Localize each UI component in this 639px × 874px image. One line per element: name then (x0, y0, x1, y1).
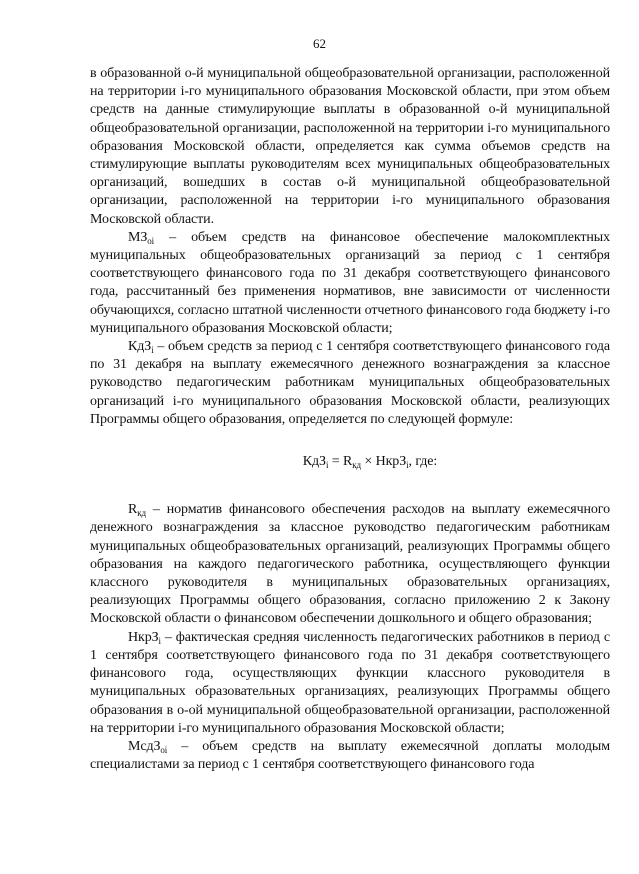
term-mz-subscript: oi (147, 235, 155, 246)
msdz-definition-text: – объем средств на выплату ежемесячной доплаты молодым специалистами за период с 1 сентября соответствующего финансового года (90, 738, 610, 773)
paragraph-msdz-definition (90, 738, 610, 774)
paragraph-mz-definition (90, 229, 610, 338)
term-mz: МЗ (128, 229, 148, 245)
formula-nkrz-subscript: i (406, 460, 409, 471)
paragraph-continuation: в образованной о-й муниципальной общеобразовательной организации, расположенной на территории i-го муниципального образования Московской области, при этом объем средств на данные стимулирующие выплаты в образованной о-й муниципальной общеобразовательной организации, расположенной на территории i-го муниципального образования Московской области, определяется как сумма объемов средств на стимулирующие выплаты руководителям всех муниципальных общеобразовательных организаций, вошедших в состав о-й муниципальной общеобразовательной организации, расположенной на территории i-го муниципального образования Московской области. (90, 66, 610, 227)
term-r-subscript: кд (137, 508, 147, 519)
term-msdz: МсдЗ (128, 738, 161, 754)
document-body (90, 65, 610, 774)
term-msdz-subscript: oi (160, 744, 168, 755)
term-kdz: КдЗ (128, 339, 152, 355)
mz-definition-text: – объем средств на финансовое обеспечение малокомплектных муниципальных общеобразовательных организаций за период с 1 сентября соответствующего финансового года по 31 декабря соответствующего финансового года, рассчитанный без применения нормативов, вне зависимости от численности обучающихся, согласно штатной численности отчетного финансового года бюджету i-го муниципального образования Московской области; (90, 229, 610, 336)
nkrz-definition-text: – фактическая средняя численность педагогических работников в период с 1 сентября соответствующего финансового года по 31 декабря соответствующего финансового года, осуществляющих функции классного руководителя в муниципальных образовательных организациях, реализующих Программы общего образования в о-ой муниципальной общеобразовательной организации, расположенной на территории i-го муниципального образования Московской области; (90, 629, 610, 736)
term-nkrz: НкрЗ (128, 629, 159, 645)
kdz-definition-text: – объем средств за период с 1 сентября соответствующего финансового года по 31 декабря на выплату ежемесячного денежного вознаграждения за классное руководство педагогическим работникам муниципальных общеобразовательных организаций i-го муниципального образования Московской области, реализующих Программы общего образования, определяется по следующей формуле: (90, 339, 610, 427)
paragraph-kdz-definition (90, 338, 610, 429)
formula-tail: , где: (408, 454, 438, 470)
formula-times-nkrz: × НкрЗ (361, 454, 407, 470)
term-kdz-subscript: i (151, 345, 154, 356)
term-nkrz-subscript: i (158, 635, 161, 646)
page-number: 62 (313, 36, 326, 51)
paragraph-rkd-definition (90, 501, 610, 628)
formula-equals-r: = R (328, 454, 353, 470)
paragraph-nkrz-definition (90, 629, 610, 738)
rkd-definition-text: – норматив финансового обеспечения расходов на выплату ежемесячного денежного вознаграждения за классное руководство педагогическим работникам муниципальных общеобразовательных организаций, реализующих Программы общего образования на каждого педагогического работника, осуществляющего функции классного руководителя в муниципальных образовательных организациях, реализующих Программы общего образования, согласно приложению 2 к Закону Московской области о финансовом обеспечении дошкольного и общего образования; (90, 502, 610, 627)
formula-lhs: КдЗ (302, 454, 326, 470)
formula (90, 453, 610, 471)
term-r: R (128, 502, 138, 518)
formula-r-subscript: кд (352, 460, 361, 471)
formula-lhs-subscript: i (325, 460, 329, 471)
